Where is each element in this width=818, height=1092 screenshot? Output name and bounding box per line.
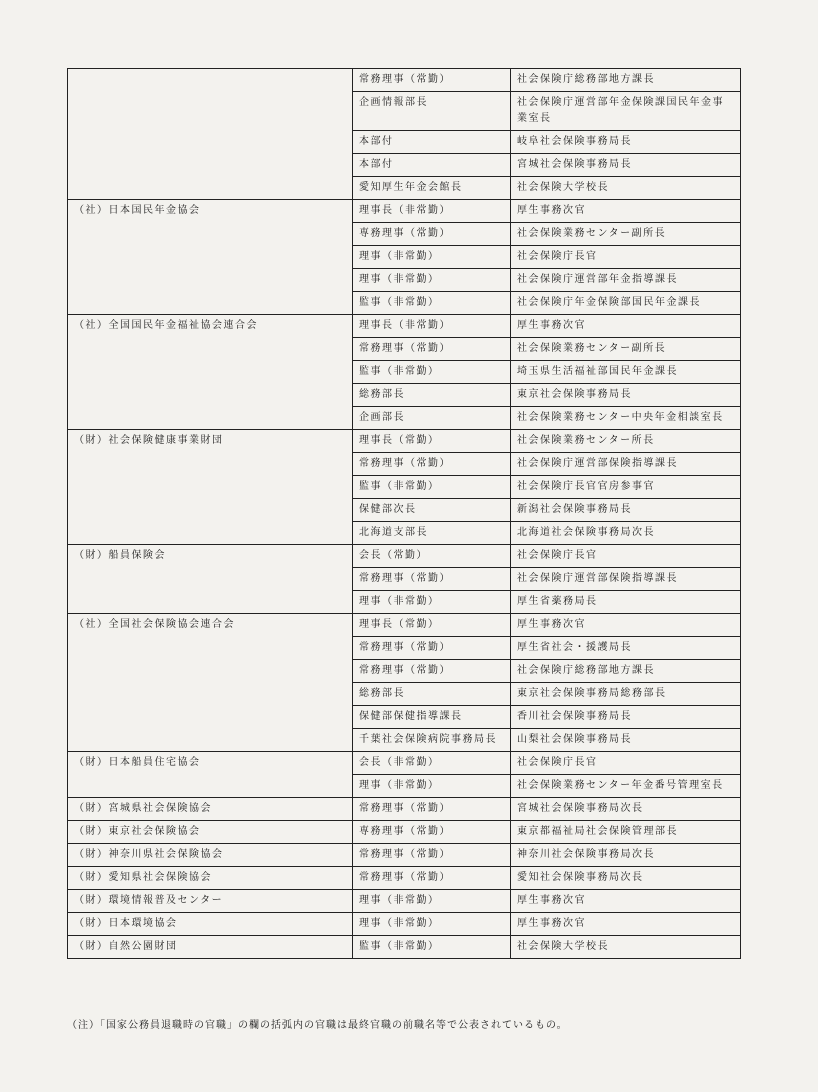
position-cell: 常務理事（常勤） xyxy=(353,637,511,660)
former-post-cell: 宮城社会保険事務局次長 xyxy=(511,798,741,821)
former-post-cell: 社会保険庁長官 xyxy=(511,246,741,269)
organization-name: （財）社会保険健康事業財団 xyxy=(68,430,353,545)
position-cell: 企画情報部長 xyxy=(353,92,511,131)
former-post-cell: 社会保険業務センター年金番号管理室長 xyxy=(511,775,741,798)
organization-name: （財）東京社会保険協会 xyxy=(68,821,353,844)
position-cell: 監事（非常勤） xyxy=(353,936,511,959)
organization-name: （財）自然公園財団 xyxy=(68,936,353,959)
position-cell: 理事（非常勤） xyxy=(353,890,511,913)
former-post-cell: 厚生省社会・援護局長 xyxy=(511,637,741,660)
organization-name: （財）日本環境協会 xyxy=(68,913,353,936)
table-row xyxy=(68,844,741,867)
position-cell: 総務部長 xyxy=(353,384,511,407)
organization-name: （財）環境情報普及センター xyxy=(68,890,353,913)
former-post-cell: 社会保険庁運営部保険指導課長 xyxy=(511,568,741,591)
former-post-cell: 北海道社会保険事務局次長 xyxy=(511,522,741,545)
position-cell: 理事（非常勤） xyxy=(353,591,511,614)
former-post-cell: 社会保険庁年金保険部国民年金課長 xyxy=(511,292,741,315)
former-post-cell: 社会保険大学校長 xyxy=(511,936,741,959)
table-row xyxy=(68,69,741,92)
position-cell: 監事（非常勤） xyxy=(353,292,511,315)
position-cell: 監事（非常勤） xyxy=(353,476,511,499)
position-cell: 理事長（常勤） xyxy=(353,430,511,453)
position-cell: 常務理事（常勤） xyxy=(353,660,511,683)
position-cell: 理事（非常勤） xyxy=(353,269,511,292)
former-post-cell: 厚生事務次官 xyxy=(511,890,741,913)
position-cell: 常務理事（常勤） xyxy=(353,338,511,361)
former-post-cell: 社会保険庁長官 xyxy=(511,752,741,775)
position-cell: 理事（非常勤） xyxy=(353,775,511,798)
former-post-cell: 厚生事務次官 xyxy=(511,614,741,637)
former-post-cell: 厚生事務次官 xyxy=(511,913,741,936)
position-cell: 監事（非常勤） xyxy=(353,361,511,384)
position-cell: 北海道支部長 xyxy=(353,522,511,545)
position-cell: 会長（常勤） xyxy=(353,545,511,568)
former-post-cell: 香川社会保険事務局長 xyxy=(511,706,741,729)
former-post-cell: 東京都福祉局社会保険管理部長 xyxy=(511,821,741,844)
former-post-cell: 社会保険庁総務部地方課長 xyxy=(511,660,741,683)
position-cell: 保健部次長 xyxy=(353,499,511,522)
organization-name: （社）全国国民年金福祉協会連合会 xyxy=(68,315,353,430)
position-cell: 常務理事（常勤） xyxy=(353,867,511,890)
organization-name: （財）船員保険会 xyxy=(68,545,353,614)
former-post-cell: 厚生事務次官 xyxy=(511,200,741,223)
former-post-cell: 山梨社会保険事務局長 xyxy=(511,729,741,752)
table-row xyxy=(68,430,741,453)
position-cell: 愛知厚生年金会館長 xyxy=(353,177,511,200)
position-cell: 本部付 xyxy=(353,154,511,177)
table-row xyxy=(68,614,741,637)
organization-name: （財）神奈川県社会保険協会 xyxy=(68,844,353,867)
table-row xyxy=(68,867,741,890)
organization-name: （財）宮城県社会保険協会 xyxy=(68,798,353,821)
position-cell: 理事長（非常勤） xyxy=(353,315,511,338)
former-post-cell: 埼玉県生活福祉部国民年金課長 xyxy=(511,361,741,384)
former-post-cell: 社会保険業務センター中央年金相談室長 xyxy=(511,407,741,430)
former-post-cell: 厚生省薬務局長 xyxy=(511,591,741,614)
personnel-table xyxy=(67,68,741,959)
position-cell: 本部付 xyxy=(353,131,511,154)
former-post-cell: 社会保険庁運営部年金指導課長 xyxy=(511,269,741,292)
former-post-cell: 神奈川社会保険事務局次長 xyxy=(511,844,741,867)
organization-name: （社）日本国民年金協会 xyxy=(68,200,353,315)
table-row xyxy=(68,315,741,338)
position-cell: 常務理事（常勤） xyxy=(353,568,511,591)
table-row xyxy=(68,936,741,959)
former-post-cell: 社会保険庁運営部保険指導課長 xyxy=(511,453,741,476)
position-cell: 理事長（非常勤） xyxy=(353,200,511,223)
position-cell: 理事（非常勤） xyxy=(353,246,511,269)
position-cell: 専務理事（常勤） xyxy=(353,223,511,246)
position-cell: 常務理事（常勤） xyxy=(353,798,511,821)
former-post-cell: 社会保険庁総務部地方課長 xyxy=(511,69,741,92)
position-cell: 専務理事（常勤） xyxy=(353,821,511,844)
position-cell: 理事（非常勤） xyxy=(353,913,511,936)
position-cell: 保健部保健指導課長 xyxy=(353,706,511,729)
organization-name: （社）全国社会保険協会連合会 xyxy=(68,614,353,752)
former-post-cell: 社会保険庁運営部年金保険課国民年金事業室長 xyxy=(511,92,741,131)
former-post-cell: 東京社会保険事務局長 xyxy=(511,384,741,407)
former-post-cell: 厚生事務次官 xyxy=(511,315,741,338)
former-post-cell: 社会保険業務センター所長 xyxy=(511,430,741,453)
position-cell: 千葉社会保険病院事務局長 xyxy=(353,729,511,752)
former-post-cell: 社会保険業務センター副所長 xyxy=(511,223,741,246)
table-row xyxy=(68,545,741,568)
position-cell: 会長（非常勤） xyxy=(353,752,511,775)
former-post-cell: 社会保険庁長官官房参事官 xyxy=(511,476,741,499)
former-post-cell: 東京社会保険事務局総務部長 xyxy=(511,683,741,706)
position-cell: 常務理事（常勤） xyxy=(353,844,511,867)
table-row xyxy=(68,200,741,223)
former-post-cell: 岐阜社会保険事務局長 xyxy=(511,131,741,154)
table-row xyxy=(68,752,741,775)
table-row xyxy=(68,798,741,821)
former-post-cell: 愛知社会保険事務局次長 xyxy=(511,867,741,890)
former-post-cell: 宮城社会保険事務局長 xyxy=(511,154,741,177)
position-cell: 常務理事（常勤） xyxy=(353,453,511,476)
position-cell: 常務理事（常勤） xyxy=(353,69,511,92)
position-cell: 理事長（常勤） xyxy=(353,614,511,637)
organization-name xyxy=(68,69,353,200)
table-row xyxy=(68,913,741,936)
table-row xyxy=(68,821,741,844)
organization-name: （財）日本船員住宅協会 xyxy=(68,752,353,798)
former-post-cell: 社会保険業務センター副所長 xyxy=(511,338,741,361)
organization-name: （財）愛知県社会保険協会 xyxy=(68,867,353,890)
footnote: （注）「国家公務員退職時の官職」の欄の括弧内の官職は最終官職の前職名等で公表されているもの。 xyxy=(67,1020,568,1031)
position-cell: 総務部長 xyxy=(353,683,511,706)
former-post-cell: 社会保険庁長官 xyxy=(511,545,741,568)
position-cell: 企画部長 xyxy=(353,407,511,430)
former-post-cell: 新潟社会保険事務局長 xyxy=(511,499,741,522)
table-row xyxy=(68,890,741,913)
former-post-cell: 社会保険大学校長 xyxy=(511,177,741,200)
